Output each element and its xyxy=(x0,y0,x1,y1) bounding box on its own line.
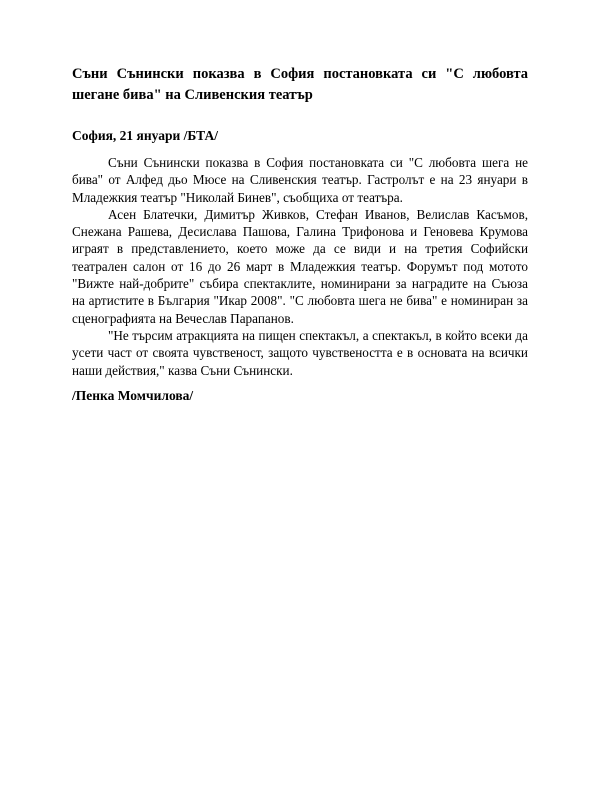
paragraph: Съни Сънински показва в София постановката си "С любовта шега не бива" от Алфед дьо Мюсе на Сливенския театър. Гастролът е на 23 януари в Младежкия театър "Николай Бинев", съобщиха от театъра. xyxy=(72,155,528,205)
dateline: София, 21 януари /БТА/ xyxy=(72,128,218,143)
article-body xyxy=(72,154,528,379)
article-title: Съни Сънински показва в София постановката си "С любовта шегане бива" на Сливенския театър xyxy=(72,66,528,103)
author-byline: /Пенка Момчилова/ xyxy=(72,388,194,403)
paragraph: "Не търсим атракцията на пищен спектакъл, а спектакъл, в който всеки да усети част от своята чувственост, защото чувствеността е в основата на всички наши действия," казва Съни Сънински. xyxy=(72,327,528,378)
paragraph: Асен Блатечки, Димитър Живков, Стефан Иванов, Велислав Касъмов, Снежана Рашева, Десислава Пашова, Галина Трифонова и Геновева Крумова играят в представлението, което може да се види и на третия Софийски театрален салон от 16 до 26 март в Младежкия театър. Форумът под мотото "Вижте най-добрите" събира спектаклите, номинирани за наградите на Съюза на артистите в България "Икар 2008". "С любовта шега не бива" е номиниран за сценографията на Вечеслав Парапанов. xyxy=(72,206,528,326)
